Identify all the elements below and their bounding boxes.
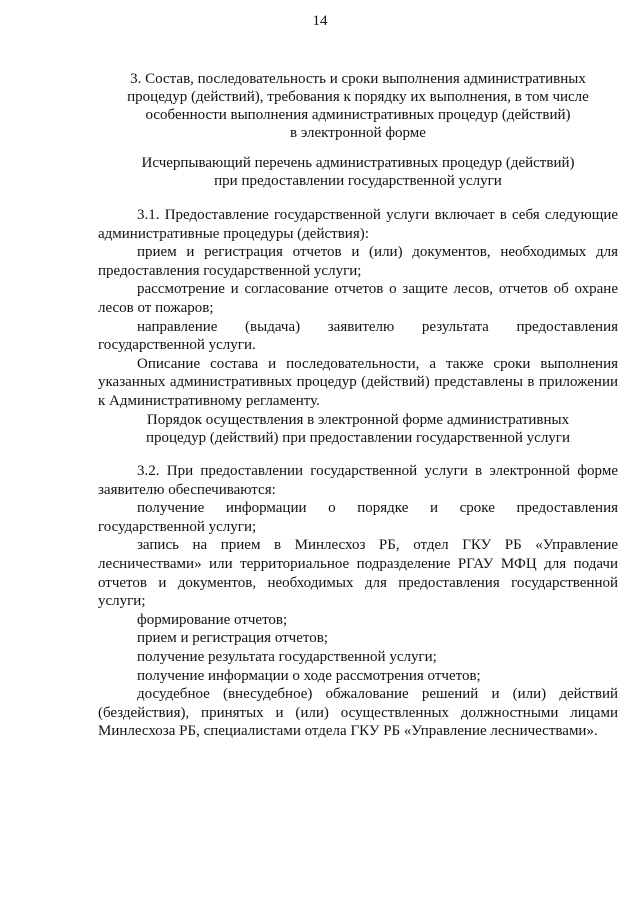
procedures-list-heading-line: при предоставлении государственной услуги bbox=[214, 173, 502, 189]
section-3-2-block bbox=[98, 462, 618, 741]
electronic-service-item: формирование отчетов; bbox=[137, 611, 288, 628]
page-number: 14 bbox=[312, 13, 328, 29]
section-heading-line: 3. Состав, последовательность и сроки выполнения административных bbox=[130, 71, 586, 87]
procedure-item: прием и регистрация отчетов и (или) документов, необходимых для предоставления государственной услуги; bbox=[98, 244, 618, 279]
section-heading-line: особенности выполнения административных процедур (действий) bbox=[145, 107, 571, 123]
electronic-form-heading-line: процедур (действий) при предоставлении государственной услуги bbox=[146, 430, 570, 446]
section-3-1-block bbox=[98, 206, 618, 411]
procedure-item: направление (выдача) заявителю результата предоставления государственной услуги. bbox=[98, 318, 618, 354]
electronic-service-item: прием и регистрация отчетов; bbox=[137, 630, 328, 647]
electronic-form-heading-line: Порядок осуществления в электронной форме административных bbox=[146, 412, 570, 428]
procedures-list-heading-line: Исчерпывающий перечень административных процедур (действий) bbox=[141, 155, 575, 171]
electronic-service-item: запись на прием в Минлесхоз РБ, отдел ГКУ РБ «Управление лесничествами» или территориальное подразделение РГАУ МФЦ для подачи отчетов и документов, необходимых для предоставления государственной услуги; bbox=[98, 537, 618, 610]
electronic-service-item: досудебное (внесудебное) обжалование решений и (или) действий (бездействия), принятых и (или) осуществленных должностными лицами Минлесхоза РБ, специалистами отдела ГКУ РБ «Управление лесничествами». bbox=[98, 686, 618, 740]
paragraph-3-1-intro: 3.1. Предоставление государственной услуги включает в себя следующие административные процедуры (действия): bbox=[98, 207, 618, 242]
section-heading-line: в электронной форме bbox=[290, 125, 426, 141]
procedure-item: рассмотрение и согласование отчетов о защите лесов, отчетов об охране лесов от пожаров; bbox=[98, 281, 618, 316]
electronic-service-item: получение информации о ходе рассмотрения отчетов; bbox=[137, 667, 481, 684]
section-heading-line: процедур (действий), требования к порядку их выполнения, в том числе bbox=[127, 89, 589, 105]
section-heading bbox=[98, 70, 618, 142]
paragraph-3-2-intro: 3.2. При предоставлении государственной услуги в электронной форме заявителю обеспечиваются: bbox=[98, 463, 618, 498]
procedures-list-heading bbox=[98, 154, 618, 190]
electronic-form-heading bbox=[98, 411, 618, 447]
paragraph-description: Описание состава и последовательности, а также сроки выполнения указанных административных процедур (действий) представлены в приложении к Административному регламенту. bbox=[98, 355, 618, 409]
electronic-service-item: получение результата государственной услуги; bbox=[137, 648, 437, 665]
electronic-service-item: получение информации о порядке и сроке предоставления государственной услуги; bbox=[98, 500, 618, 535]
